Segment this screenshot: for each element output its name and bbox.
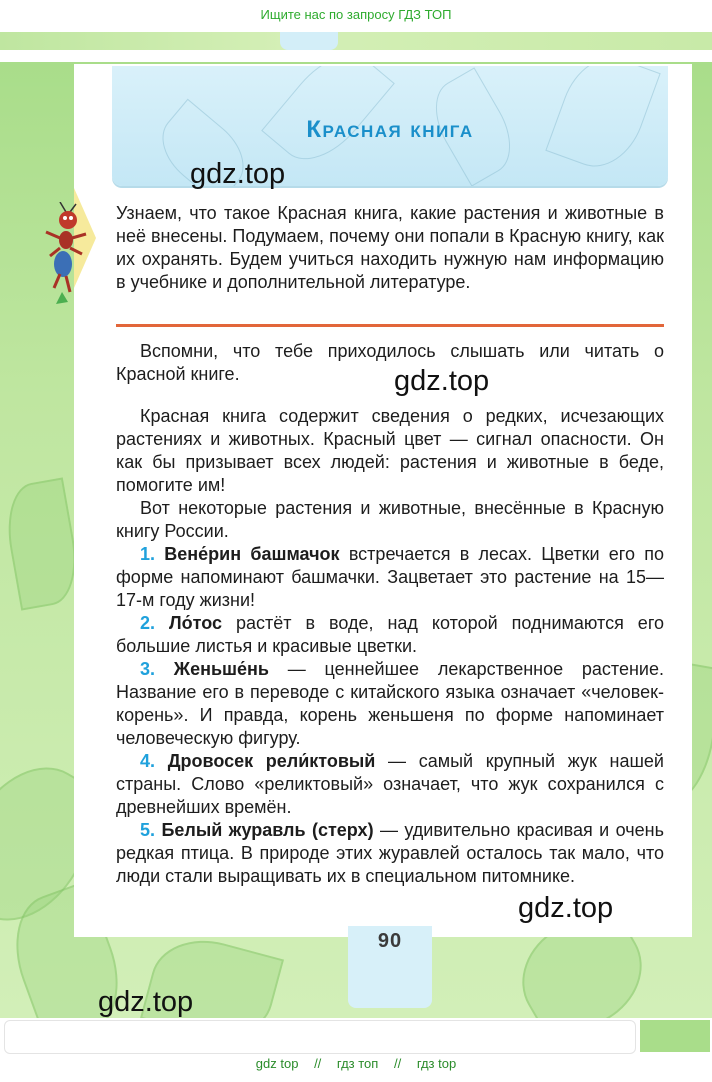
section-divider bbox=[116, 324, 664, 327]
watermark: gdz.top bbox=[394, 365, 490, 397]
footer-separator: // bbox=[314, 1056, 322, 1071]
remember-paragraph: Вспомни, что тебе приходилось слышать или читать о Красной книге. bbox=[116, 341, 664, 384]
list-item: 5. Белый журавль (стерх) — удивительно красивая и очень редкая птица. В природе этих журавлей осталось так мало, что люди стали выращивать их в специальном питомнике. bbox=[116, 820, 664, 886]
list-item: 4. Дровосек рели́ктовый — самый крупный жук нашей страны. Слово «реликтовый» означает, что жук сохранился с древнейших времён. bbox=[116, 751, 664, 817]
bottom-green-block bbox=[640, 1020, 710, 1052]
intro-text bbox=[116, 202, 664, 294]
body-paragraph-1: Красная книга содержит сведения о редких, исчезающих растениях и животных. Красный цвет — сигнал опасности. Он как бы призывает всех людей: растения и животные в беде, помогите им! bbox=[116, 406, 664, 495]
footer-links bbox=[0, 1056, 712, 1071]
list-item: 2. Ло́тос растёт в воде, над которой поднимаются его большие листья и красивые цветки. bbox=[116, 613, 664, 656]
top-green-strip bbox=[0, 32, 712, 50]
body-paragraph-2: Вот некоторые растения и животные, внесённые в Красную книгу России. bbox=[116, 498, 664, 541]
watermark: gdz.top bbox=[518, 892, 614, 924]
intro-paragraph: Узнаем, что такое Красная книга, какие растения и животные в неё внесены. Подумаем, почему они попали в Красную книгу, как их охранять. Будем учиться находить нужную нам информацию в учебнике и дополнительной литературе. bbox=[116, 203, 664, 292]
top-tab bbox=[280, 32, 338, 50]
watermark: gdz.top bbox=[98, 986, 194, 1018]
list-item: 1. Вене́рин башмачок встречается в лесах. Цветки его по форме напоминают башмачки. Зацветает это растение на 15—17-м году жизни! bbox=[116, 544, 664, 610]
list-item: 3. Женьше́нь — ценнейшее лекарственное растение. Название его в переводе с китайского языка означает «человек-корень». И правда, корень женьшеня по форме напоминает человеческую фигуру. bbox=[116, 659, 664, 748]
footer-link[interactable]: гдз топ bbox=[336, 1056, 379, 1071]
footer-separator: // bbox=[393, 1056, 402, 1071]
watermark: gdz.top bbox=[190, 158, 286, 190]
page-number: 90 bbox=[377, 930, 403, 952]
remember-text bbox=[116, 340, 664, 386]
page-title: Красная книга bbox=[306, 116, 474, 143]
footer-link[interactable]: gdz top bbox=[255, 1056, 299, 1071]
footer-link[interactable]: гдз top bbox=[416, 1056, 457, 1071]
ant-mascot-icon bbox=[36, 202, 92, 312]
top-banner: Ищите нас по запросу ГДЗ ТОП bbox=[260, 7, 452, 22]
main-text bbox=[116, 405, 664, 888]
bottom-card bbox=[4, 1020, 636, 1054]
